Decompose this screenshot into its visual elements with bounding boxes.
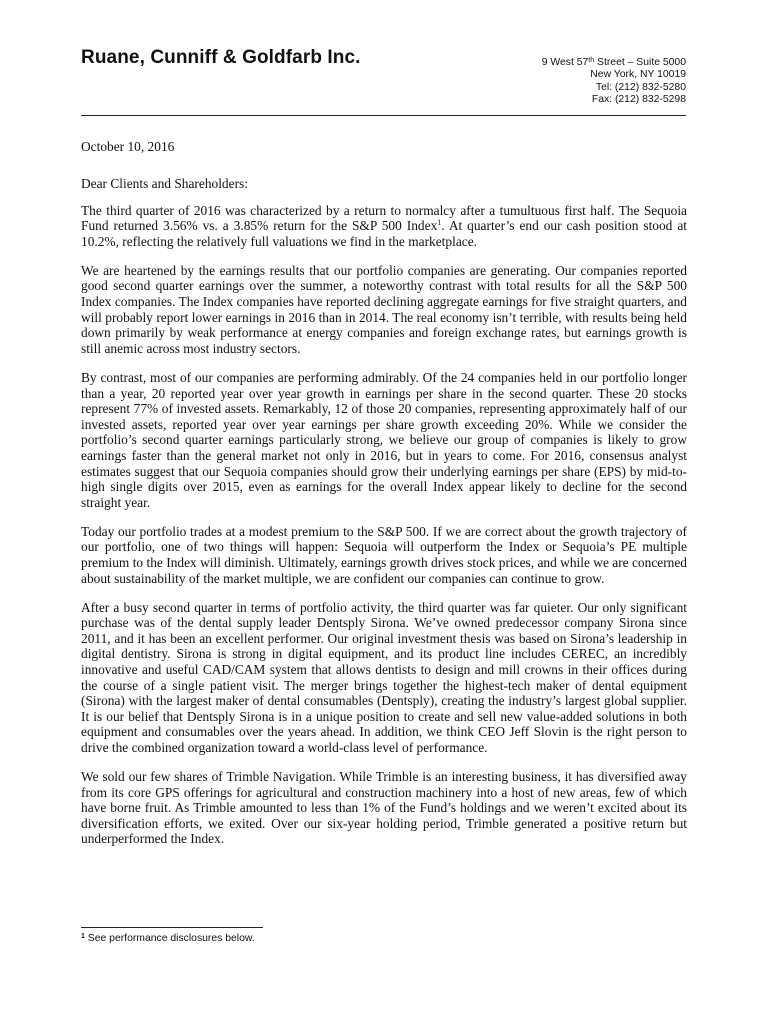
- paragraph-6: We sold our few shares of Trimble Navigation. While Trimble is an interesting business, it has diversified away from its core GPS offerings for agricultural and construction machinery into a host of new areas, few of which have borne fruit. As Trimble amounted to less than 1% of the Fund’s holdings and we weren’t excited about its diversification efforts, we exited. Over our six-year holding period, Trimble generated a positive return but underperformed the Index.: [81, 769, 687, 847]
- letterhead-divider: [81, 115, 686, 116]
- paragraph-4: Today our portfolio trades at a modest premium to the S&P 500. If we are correct about the growth trajectory of our portfolio, one of two things will happen: Sequoia will outperform the Index or Sequoia’s PE multiple premium to the Index will diminish. Ultimately, earnings growth drives stock prices, and while we are concerned about sustainability of the market multiple, we are confident our companies can continue to grow.: [81, 523, 687, 586]
- firm-name: Ruane, Cunniff & Goldfarb Inc.: [81, 47, 361, 68]
- address-fax: Fax: (212) 832-5298: [591, 94, 686, 106]
- footnote-divider: [81, 927, 263, 928]
- salutation: Dear Clients and Shareholders:: [81, 176, 248, 191]
- letter-date: October 10, 2016: [81, 139, 175, 154]
- address-tel: Tel: (212) 832-5280: [595, 81, 686, 93]
- paragraph-5: After a busy second quarter in terms of portfolio activity, the third quarter was far quieter. Our only significant purchase was of the dental supply leader Dentsply Sirona. We’ve owned predecessor company Sirona since 2011, and it has been an excellent performer. Our original investment thesis was based on Sirona’s leadership in digital dentistry. Sirona is strong in digital equipment, and its product line includes CEREC, an incredibly innovative and useful CAD/CAM system that allows dentists to design and mill crowns in their offices during the course of a single patient visit. The merger brings together the highest-tech maker of dental equipment (Sirona) with the largest maker of dental consumables (Dentsply), creating the industry’s largest global supplier. It is our belief that Dentsply Sirona is in a unique position to create and sell new value-added solutions in both equipment and consumables over the years ahead. In addition, we think CEO Jeff Slovin is the right person to drive the combined organization toward a world-class level of performance.: [81, 599, 687, 755]
- footnote: $^1$ See performance disclosures below.: [81, 933, 255, 944]
- footnote-ref: 1: [437, 218, 442, 228]
- address-city: New York, NY 10019: [590, 69, 686, 81]
- firm-address: [466, 57, 686, 107]
- paragraph-2: We are heartened by the earnings results that our portfolio companies are generating. Our companies reported good second quarter earnings over the summer, a noteworthy contrast with total results for all the S&P 500 Index companies. The Index companies have reported declining aggregate earnings for five straight quarters, and will probably report lower earnings in 2016 than in 2014. The real economy isn’t terrible, with results being held down primarily by weak performance at energy companies and foreign exchange rates, but earnings growth is still anemic across most industry sectors.: [81, 262, 687, 356]
- paragraph-3: By contrast, most of our companies are performing admirably. Of the 24 companies held in our portfolio longer than a year, 20 reported year over year growth in earnings per share in the second quarter. These 20 stocks represent 77% of invested assets. Remarkably, 12 of those 20 companies, representing approximately half of our invested assets, reported year over year earnings per share growth exceeding 20%. While we consider the portfolio’s second quarter earnings particularly strong, we believe our group of companies is likely to grow earnings faster than the general market not only in 2016, but in years to come. For 2016, consensus analyst estimates suggest that our Sequoia companies should grow their underlying earnings per share (EPS) by mid-to-high single digits over 2015, even as earnings for the overall Index appear likely to decline for the second straight year.: [81, 369, 687, 510]
- paragraph-1: The third quarter of 2016 was characterized by a return to normalcy after a tumultuous first half. The Sequoia Fund returned 3.56% vs. a 3.85% return for the S&P 500 Index$^1$. At quarter’s end our cash position stood at 10.2%, reflecting the relatively full valuations we find in the marketplace.: [81, 202, 687, 249]
- address-street: 9 West 57th Street – Suite 5000: [541, 57, 686, 68]
- letter-body: [81, 176, 687, 861]
